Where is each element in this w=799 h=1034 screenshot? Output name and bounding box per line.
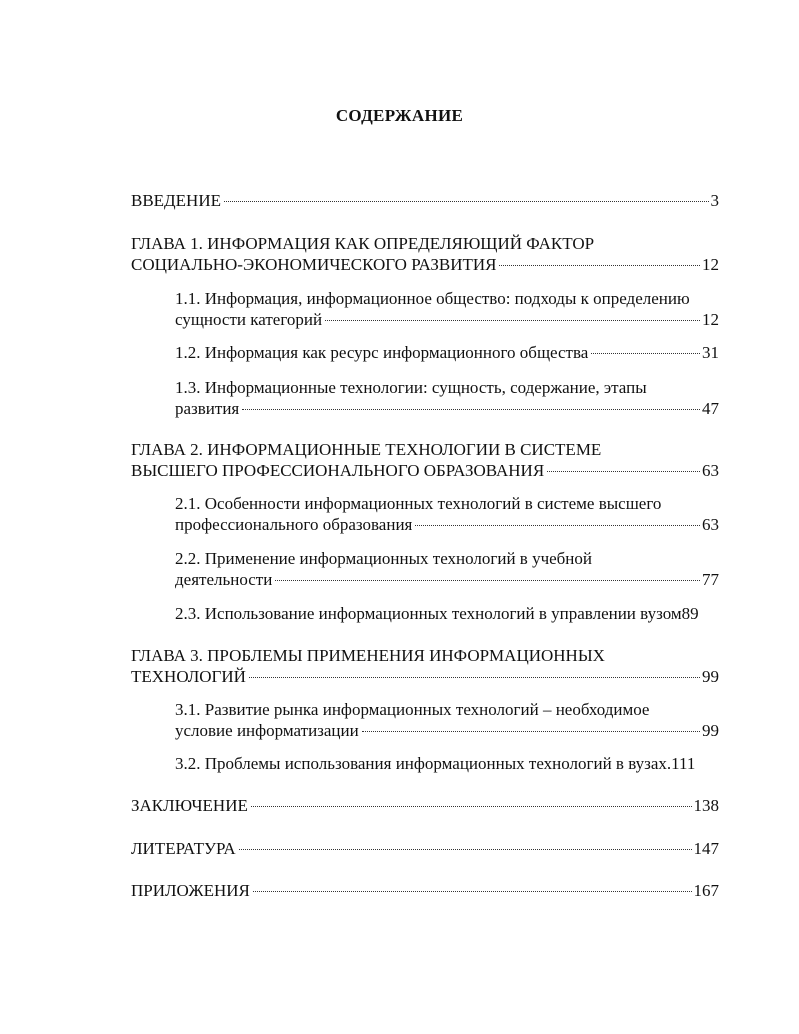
- toc-entry-text: 1.3. Информационные технологии: сущность, содержание, этапы: [175, 378, 647, 397]
- toc-entry-text: ЗАКЛЮЧЕНИЕ: [131, 796, 248, 815]
- dot-leader: [251, 806, 692, 807]
- toc-page-number: 31: [702, 343, 719, 362]
- toc-page-number: 63: [702, 515, 719, 534]
- toc-entry-text: деятельности: [175, 570, 273, 589]
- toc-page-number: 147: [693, 839, 719, 858]
- dot-leader: [547, 471, 700, 472]
- toc-entry-section-2-1[interactable]: [175, 493, 719, 535]
- dot-leader: [253, 891, 692, 892]
- toc-page-number: 77: [702, 570, 719, 589]
- toc-entry-text: ВВЕДЕНИЕ: [131, 191, 221, 210]
- dot-leader: [591, 353, 700, 354]
- dot-leader: [499, 265, 700, 266]
- toc-entry-text: профессионального образования: [175, 515, 413, 534]
- toc-page-number: 89: [681, 604, 699, 623]
- toc-entry-text: 1.1. Информация, информационное общество: подходы к определению: [175, 289, 690, 308]
- toc-entry-appendices[interactable]: [131, 880, 719, 901]
- toc-entry-conclusion[interactable]: [131, 795, 719, 816]
- toc-entry-text: условие информатизации: [175, 721, 359, 740]
- dot-leader: [239, 849, 692, 850]
- dot-leader: [415, 525, 700, 526]
- toc-entry-text: развития: [175, 399, 240, 418]
- toc-page-number: 12: [702, 310, 719, 329]
- toc-entry-text: ГЛАВА 3. ПРОБЛЕМЫ ПРИМЕНЕНИЯ ИНФОРМАЦИОННЫХ: [131, 646, 605, 665]
- toc-entry-text: ТЕХНОЛОГИЙ: [131, 667, 246, 686]
- toc-entry-text: СОЦИАЛЬНО-ЭКОНОМИЧЕСКОГО РАЗВИТИЯ: [131, 255, 497, 274]
- dot-leader: [249, 677, 700, 678]
- page-title: СОДЕРЖАНИЕ: [335, 106, 464, 125]
- toc-entry-chapter-1[interactable]: [131, 233, 719, 275]
- toc-entry-text: 1.2. Информация как ресурс информационного общества: [175, 343, 589, 362]
- toc-entry-text: сущности категорий: [175, 310, 323, 329]
- toc-page-number: 111: [671, 754, 696, 773]
- toc-entry-text: 3.2. Проблемы использования информационных технологий в вузах.: [175, 754, 672, 773]
- toc-entry-text: ПРИЛОЖЕНИЯ: [131, 881, 250, 900]
- toc-page-number: 12: [702, 255, 719, 274]
- toc-page-number: 99: [702, 721, 719, 740]
- toc-entry-text: 2.1. Особенности информационных технологий в системе высшего: [175, 494, 662, 513]
- toc-entry-section-1-3[interactable]: [175, 377, 719, 419]
- toc-entry-section-3-1[interactable]: [175, 699, 719, 741]
- dot-leader: [224, 201, 709, 202]
- toc-entry-text: 2.3. Использование информационных технологий в управлении вузом: [175, 604, 682, 623]
- toc-entry-section-2-2[interactable]: [175, 548, 719, 590]
- dot-leader: [325, 320, 700, 321]
- toc-page-number: 63: [702, 461, 719, 480]
- toc-entry-text: ВЫСШЕГО ПРОФЕССИОНАЛЬНОГО ОБРАЗОВАНИЯ: [131, 461, 545, 480]
- toc-entry-text: 2.2. Применение информационных технологий в учебной: [175, 549, 593, 568]
- toc-entry-text: ЛИТЕРАТУРА: [131, 839, 236, 858]
- toc-entry-chapter-3[interactable]: [131, 645, 719, 687]
- toc-page-number: 47: [702, 399, 719, 418]
- toc-page-number: 138: [693, 796, 719, 815]
- toc-entry-section-2-3[interactable]: [175, 603, 719, 624]
- toc-entry-chapter-2[interactable]: [131, 439, 719, 481]
- toc-entry-section-1-1[interactable]: [175, 288, 719, 330]
- toc-entry-section-1-2[interactable]: [175, 342, 719, 363]
- toc-entry-section-3-2[interactable]: [175, 753, 719, 774]
- dot-leader: [275, 580, 700, 581]
- toc-entry-text: ГЛАВА 1. ИНФОРМАЦИЯ КАК ОПРЕДЕЛЯЮЩИЙ ФАКТОР: [131, 234, 595, 253]
- toc-entry-text: 3.1. Развитие рынка информационных технологий – необходимое: [175, 700, 650, 719]
- toc-entry-text: ГЛАВА 2. ИНФОРМАЦИОННЫЕ ТЕХНОЛОГИИ В СИСТЕМЕ: [131, 440, 602, 459]
- toc-page-number: 167: [693, 881, 719, 900]
- toc-page-number: 99: [702, 667, 719, 686]
- toc-page-number: 3: [710, 191, 719, 210]
- toc-entry-introduction[interactable]: [131, 190, 719, 211]
- dot-leader: [362, 731, 700, 732]
- toc-entry-literature[interactable]: [131, 838, 719, 859]
- dot-leader: [242, 409, 700, 410]
